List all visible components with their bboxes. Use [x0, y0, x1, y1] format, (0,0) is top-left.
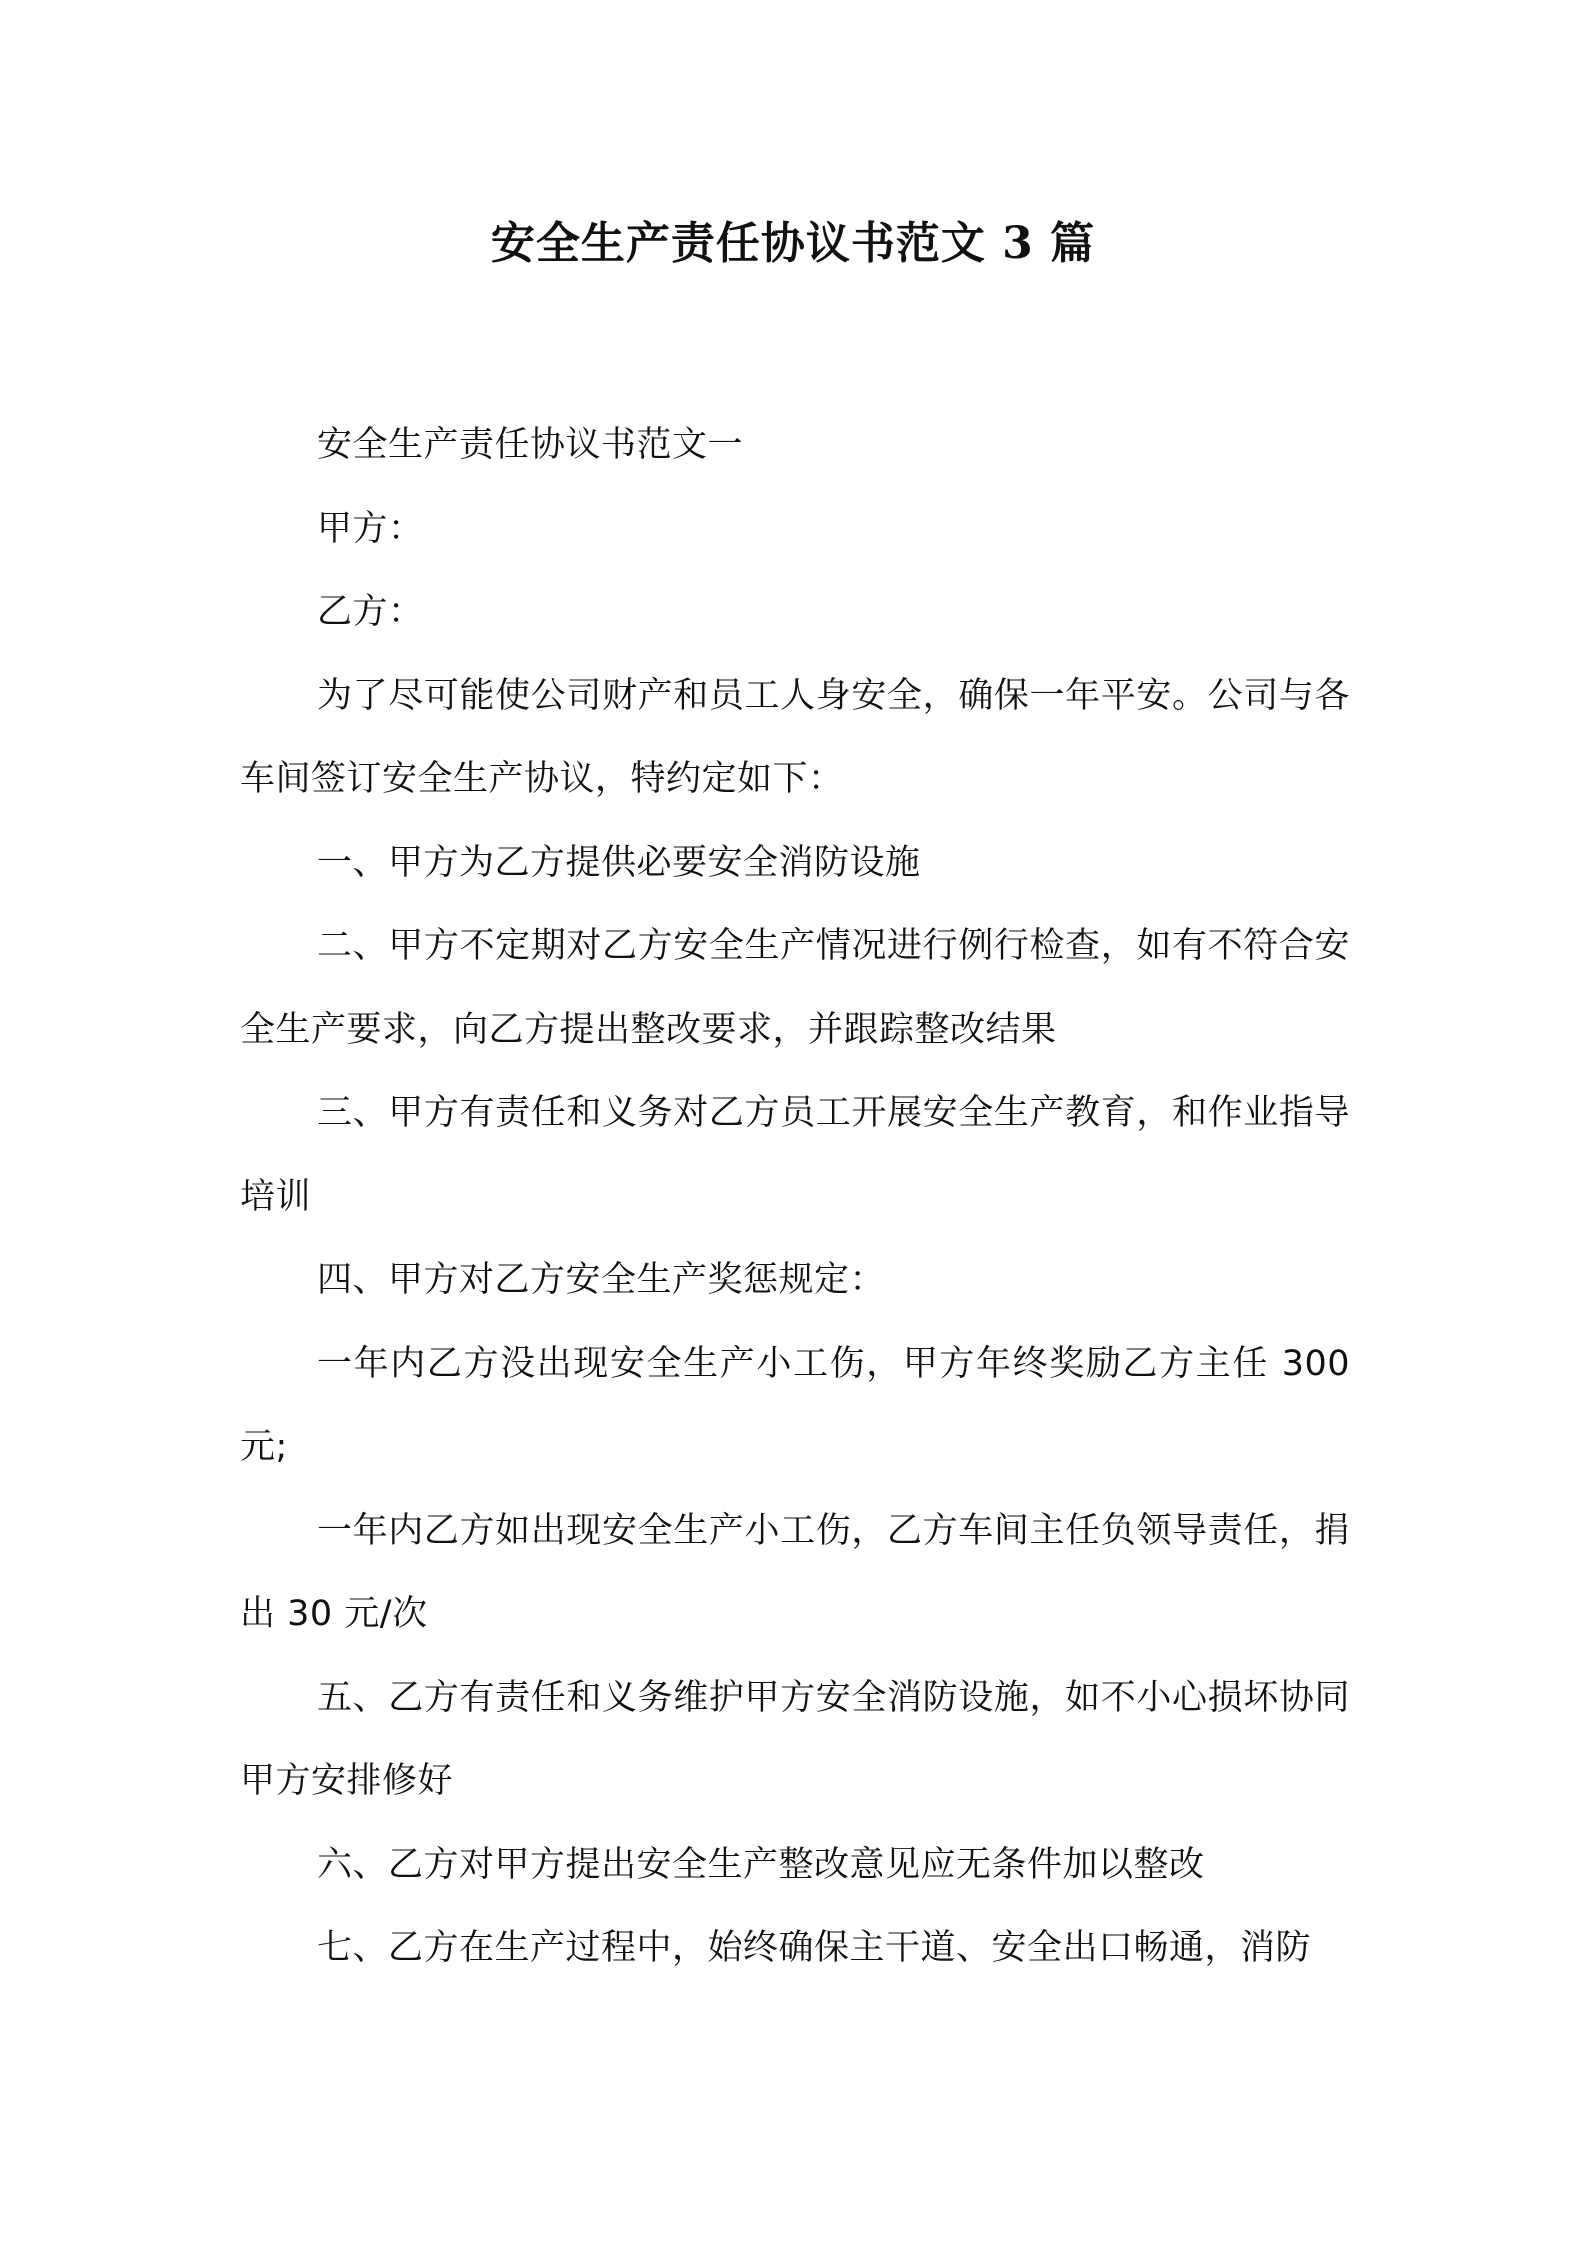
- paragraph-clause-1: 一、甲方为乙方提供必要安全消防设施: [317, 842, 921, 883]
- paragraph-clause-3: 三、甲方有责任和义务对乙方员工开展安全生产教育，和作业指导培训: [240, 1093, 1350, 1217]
- document-body: [240, 404, 1350, 1991]
- paragraph-preamble: 为了尽可能使公司财产和员工人身安全，确保一年平安。公司与各车间签订安全生产协议，特约定如下：: [240, 675, 1350, 799]
- paragraph-party-a: 甲方：: [317, 508, 424, 549]
- paragraph-section-heading: 安全生产责任协议书范文一: [317, 425, 744, 465]
- paragraph-clause-7: 七、乙方在生产过程中，始终确保主干道、安全出口畅通，消防: [317, 1928, 1312, 1968]
- paragraph-clause-2: 二、甲方不定期对乙方安全生产情况进行例行检查，如有不符合安全生产要求，向乙方提出整改要求，并跟踪整改结果: [240, 926, 1350, 1050]
- paragraph-party-b: 乙方：: [317, 592, 424, 632]
- paragraph-penalty-rule: 一年内乙方如出现安全生产小工伤，乙方车间主任负领导责任，捐出 30 元/次: [240, 1510, 1350, 1634]
- paragraph-clause-5: 五、乙方有责任和义务维护甲方安全消防设施，如不小心损坏协同甲方安排修好: [240, 1677, 1350, 1801]
- paragraph-reward-rule: 一年内乙方没出现安全生产小工伤，甲方年终奖励乙方主任 300 元;: [240, 1343, 1350, 1467]
- paragraph-clause-6: 六、乙方对甲方提出安全生产整改意见应无条件加以整改: [317, 1844, 1205, 1885]
- document-title: 安全生产责任协议书范文 3 篇: [490, 218, 1096, 269]
- paragraph-clause-4: 四、甲方对乙方安全生产奖惩规定：: [317, 1260, 886, 1300]
